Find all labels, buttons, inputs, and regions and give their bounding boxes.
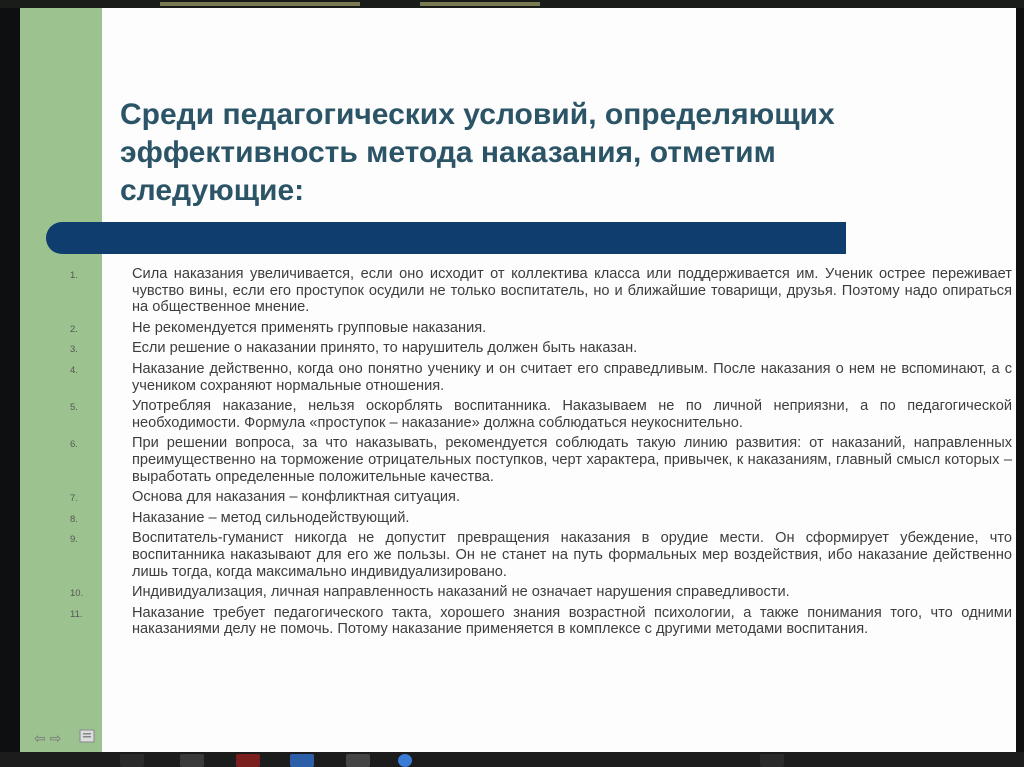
list-item (42, 340, 1012, 357)
list-item (42, 605, 1012, 638)
list-item-text: При решении вопроса, за что наказывать, рекомендуется соблюдать такую линию развития: от наказаний, направленных преимущественно на торможение отрицательных поступков, черт характера, привычек, к наказаниям, главный смысл которых – выработать определенные положительные качества. (132, 435, 1012, 485)
list-item-text: Сила наказания увеличивается, если оно исходит от коллектива класса или поддерживается им. Ученик острее переживает чувство вины, если его проступок осудили не только воспитатель, но и ближайшие товарищи, друзья. Поэтому надо опираться на общественное мнение. (132, 266, 1012, 316)
taskbar-app-3-icon[interactable] (236, 754, 260, 767)
list-item-number: 6. (70, 439, 78, 451)
list-item (42, 510, 1012, 527)
list-item-text: Употребляя наказание, нельзя оскорблять воспитанника. Наказываем не по личной неприязни, а по педагогической необходимости. Формула «проступок – наказание» должна соблюдаться неукоснительно. (132, 398, 1012, 431)
list-item-number: 2. (70, 323, 78, 335)
list-item-number: 5. (70, 402, 78, 414)
top-strip-segment (420, 2, 540, 6)
list-item-text: Воспитатель-гуманист никогда не допустит превращения наказания в орудие мести. Он сформирует убеждение, что воспитанника наказывают для его же пользы. Он не станет на путь формальных мер воздействия, ибо наказание действенно лишь тогда, когда максимально индивидуализировано. (132, 530, 1012, 580)
list-item (42, 584, 1012, 601)
taskbar-app-6-icon[interactable] (760, 754, 784, 767)
top-strip-segment (160, 2, 360, 6)
slide-title (120, 96, 980, 210)
conditions-list (42, 266, 1012, 642)
list-item-text: Наказание требует педагогического такта, хорошего знания возрастной психологии, а также понимания того, что одними наказаниями делу не помочь. Потому наказание применяется в комплексе с другими методами воспитания. (132, 604, 1012, 638)
list-item (42, 361, 1012, 394)
list-item (42, 398, 1012, 431)
list-item-text: Наказание – метод сильнодействующий. (132, 509, 410, 526)
slide-title-line: Среди педагогических условий, определяющих (120, 98, 835, 131)
list-item-number: 11. (70, 608, 83, 620)
list-item-text: Основа для наказания – конфликтная ситуация. (132, 489, 461, 506)
taskbar (0, 752, 1024, 767)
top-screen-strip (0, 0, 1024, 8)
taskbar-app-1-icon[interactable] (120, 754, 144, 767)
list-item (42, 530, 1012, 580)
list-item (42, 320, 1012, 337)
slide-nav-arrows[interactable]: ⇦ ⇨ (34, 730, 62, 746)
taskbar-word-icon[interactable] (290, 754, 314, 767)
list-item-number: 9. (70, 534, 78, 546)
slide-title-line: следующие: (120, 174, 305, 207)
list-item-text: Не рекомендуется применять групповые наказания. (132, 319, 487, 336)
slide-pager (34, 728, 104, 748)
taskbar-chrome-icon[interactable] (398, 754, 412, 767)
presentation-slide (20, 8, 1016, 752)
slide-notes-icon[interactable] (78, 728, 98, 746)
list-item-text: Если решение о наказании принято, то нарушитель должен быть наказан. (132, 340, 638, 357)
list-item-text: Индивидуализация, личная направленность наказаний не означает нарушения справедливости. (132, 584, 790, 601)
list-item-number: 8. (70, 513, 78, 525)
list-item-number: 3. (70, 344, 78, 356)
list-item (42, 435, 1012, 485)
taskbar-app-2-icon[interactable] (180, 754, 204, 767)
list-item-text: Наказание действенно, когда оно понятно ученику и он считает его справедливым. После наказания о нем не вспоминают, а с учеником сохраняют нормальные отношения. (132, 360, 1012, 394)
list-item-number: 7. (70, 493, 78, 505)
list-item-number: 4. (70, 364, 78, 376)
list-item (42, 266, 1012, 316)
list-item-number: 10. (70, 588, 84, 600)
list-item-number: 1. (70, 270, 78, 281)
list-item (42, 489, 1012, 506)
taskbar-app-5-icon[interactable] (346, 754, 370, 767)
title-divider-bar (46, 222, 846, 254)
slide-title-line: эффективность метода наказания, отметим (120, 136, 776, 169)
